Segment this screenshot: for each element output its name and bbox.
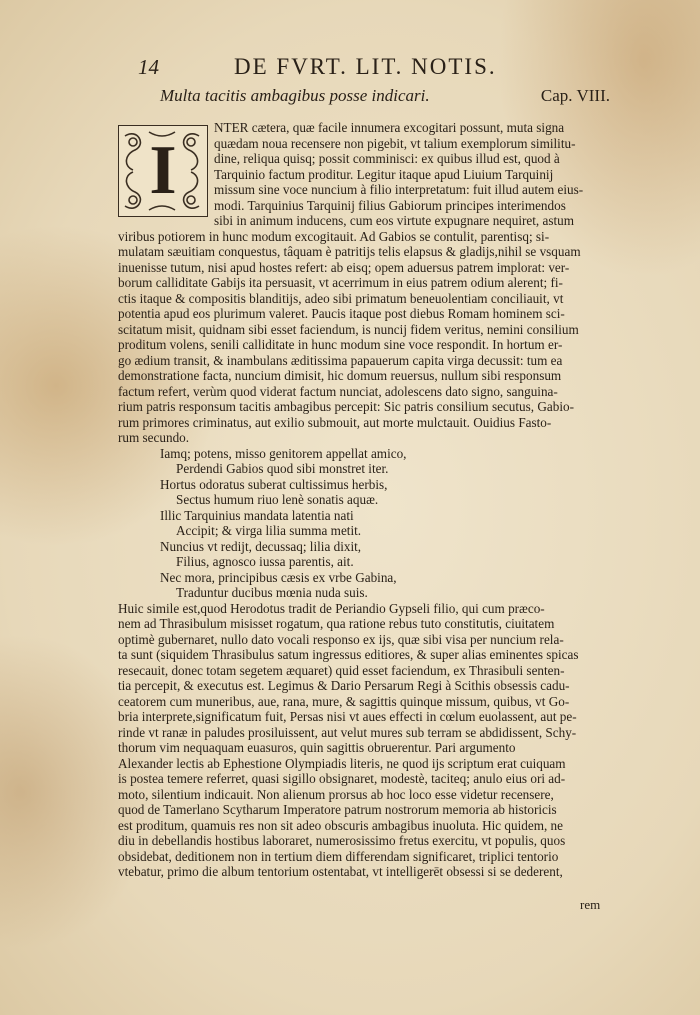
verse-line: Traduntur ducibus mœnia nuda suis. xyxy=(176,585,368,600)
text-line: optimè gubernaret, nullo dato vocali responso ex ijs, quæ sibi visa per nuncium rela- xyxy=(118,631,564,647)
text-line: is postea temere referret, quasi sigillo obsignaret, modestè, taciteq; anulo eius ori ad- xyxy=(118,771,566,786)
text-line: quod de Tamerlano Scytharum Imperatore patrum nostrorum memoria ab historicis xyxy=(118,802,557,817)
verse-line: Nec mora, principibus cæsis ex vrbe Gabina, xyxy=(160,569,397,585)
chapter-heading xyxy=(160,86,610,106)
text-line: bria interprete,significatum fuit, Persas nisi vt aues effecti in cœlum euolassent, aut pe- xyxy=(118,709,577,724)
text-line: ta sunt (siquidem Thrasibulus satum ingressus editiores, & super alias eminentes spicas xyxy=(118,647,579,662)
text-line: rium patris responsum tacitis ambagibus percepit: Sic patris consilium secutus, Gabio- xyxy=(118,399,574,414)
text-line: nem ad Thrasibulum misisset rogatum, qua ratione rebus tuto constitutis, ciuitatem xyxy=(118,616,555,631)
text-line: quædam noua recensere non pigebit, vt talium exemplorum similitu- xyxy=(214,135,576,151)
text-line: demonstratione facta, nuncium dimisit, hic domum reuersus, nullum sibi responsum xyxy=(118,368,562,383)
text-line: ceatorem cum muneribus, aue, rana, mure, & sagittis quinque missum, quibus, vt Go- xyxy=(118,693,570,709)
text-line: mulatam sæuitiam conquestus, tâquam è patritijs telis elapsus & gladijs,nihil se vsquam xyxy=(118,244,581,259)
text-line: modi. Tarquinius Tarquinij filius Gabiorum principes interimendos xyxy=(214,197,566,213)
chapter-title: Multa tacitis ambagibus posse indicari. xyxy=(160,86,430,105)
text-line: ctis itaque & compositis blanditijs, adeo sibi primatum beneuolentiam conciliauit, vt xyxy=(118,290,564,306)
page-header xyxy=(138,54,608,80)
text-line: proditum volens, senili calliditate in hunc modum sine voce respondit. In hortum er- xyxy=(118,337,563,352)
verse-line: Filius, agnosco iussa parentis, ait. xyxy=(176,554,354,569)
text-line: Huic simile est,quod Herodotus tradit de Periandio Gypseli filio, qui cum præco- xyxy=(118,600,545,616)
text-line: NTER cætera, quæ facile innumera excogitari possunt, muta signa xyxy=(214,120,565,135)
text-line: rum primores criminatus, aut exilio submouit, aut morte mulctauit. Ouidius Fasto- xyxy=(118,414,552,430)
paragraph-1 xyxy=(118,229,628,446)
text-line: Tarquinio factum proditur. Legitur itaque apud Liuium Tarquinij xyxy=(214,166,554,182)
chapter-number: Cap. VIII. xyxy=(540,86,610,105)
text-line: obsidebat, deditionem non in tertium diem differendam significaret, triplici tentorio xyxy=(118,848,559,864)
text-line: factum refert, verùm quod viderat factum nunciat, adolescens dato signo, sanguina- xyxy=(118,383,558,399)
text-line: potentia apud eos plurimum valeret. Paucis itaque post diebus Romam hominem sci- xyxy=(118,306,565,321)
text-line: go ædium transit, & inambulans æditissima papauerum capita virga decussit: tum ea xyxy=(118,352,563,368)
body-text xyxy=(118,120,628,880)
text-line: moto, silentium indicauit. Non alienum prorsus ab hoc loco esse videtur recensere, xyxy=(118,786,554,802)
text-line: rinde vt ranæ in paludes prosiluissent, aut velut mures sub terram se abdidissent, Schy- xyxy=(118,724,577,740)
page-number: 14 xyxy=(138,55,159,79)
catchword: rem xyxy=(580,897,601,912)
text-line: tia percepit, & executus est. Legimus & Dario Persarum Regi à Scithis obsessis cadu- xyxy=(118,678,570,693)
text-line: rum secundo. xyxy=(118,430,190,445)
text-line: diu in debellandis hostibus laboraret, numerosissimo fretus exercitu, vt populis, quos xyxy=(118,833,566,848)
text-line: est proditum, quamuis res non sit adeo obscuris ambagibus inuoluta. Hic quidem, ne xyxy=(118,817,564,833)
text-line: thorum vim nequaquam euasuros, quin sagittis obruerentur. Pari argumento xyxy=(118,740,516,755)
verse-line: Illic Tarquinius mandata latentia nati xyxy=(160,507,354,523)
text-line: scitatum misit, quidnam sibi esset faciendum, is nuncij fidem veritus, nemini consilium xyxy=(118,321,579,337)
paragraph-2 xyxy=(118,601,628,880)
initial-letter: I xyxy=(149,132,177,209)
text-line: inuenisse tutum, nisi apud hostes refert: ab eisq; opem aduersus patrem implorat: ver- xyxy=(118,259,570,275)
verse-line: Hortus odoratus suberat cultissimus herbis, xyxy=(160,476,388,492)
text-line: Alexander lectis ab Ephestione Olympiadis literis, ne quod ijs scriptum erat cuiquam xyxy=(118,755,566,771)
verse-block xyxy=(118,446,628,601)
verse-line: Sectus humum riuo lenè sonatis aquæ. xyxy=(176,492,379,507)
verse-line: Perdendi Gabios quod sibi monstret iter. xyxy=(176,461,389,476)
text-line: dine, reliqua quisq; possit comminisci: ex quibus illud est, quod à xyxy=(214,151,560,166)
text-line: sibi in animum inducens, cum eos virtute expugnare nequiret, astum xyxy=(214,213,575,228)
text-line: viribus potiorem in hunc modum excogitauit. Ad Gabios se contulit, parentisq; si- xyxy=(118,228,550,244)
text-line: vtebatur, primo die album tentorium ostentabat, vt intelligerēt obsessi si se dederent, xyxy=(118,864,563,879)
verse-line: Iamq; potens, misso genitorem appellat amico, xyxy=(160,445,407,461)
running-head: DE FVRT. LIT. NOTIS. xyxy=(234,54,497,79)
text-line: missum sine voce nuncium à filio interpretatum: fuit illud autem eius- xyxy=(214,182,584,197)
verse-line: Nuncius vt redijt, decussaq; lilia dixit, xyxy=(160,538,362,554)
drop-cap-lines xyxy=(118,120,628,229)
text-line: resecauit, donec totam segetem æquaret) quid esset faciendum, ex Thrasibuli senten- xyxy=(118,662,565,678)
verse-line: Accipit; & virga lilia summa metit. xyxy=(176,523,362,538)
text-line: borum calliditate Gabijs ita persuasit, vt acerrimum in eius patrem odium alerent; fi- xyxy=(118,275,563,290)
